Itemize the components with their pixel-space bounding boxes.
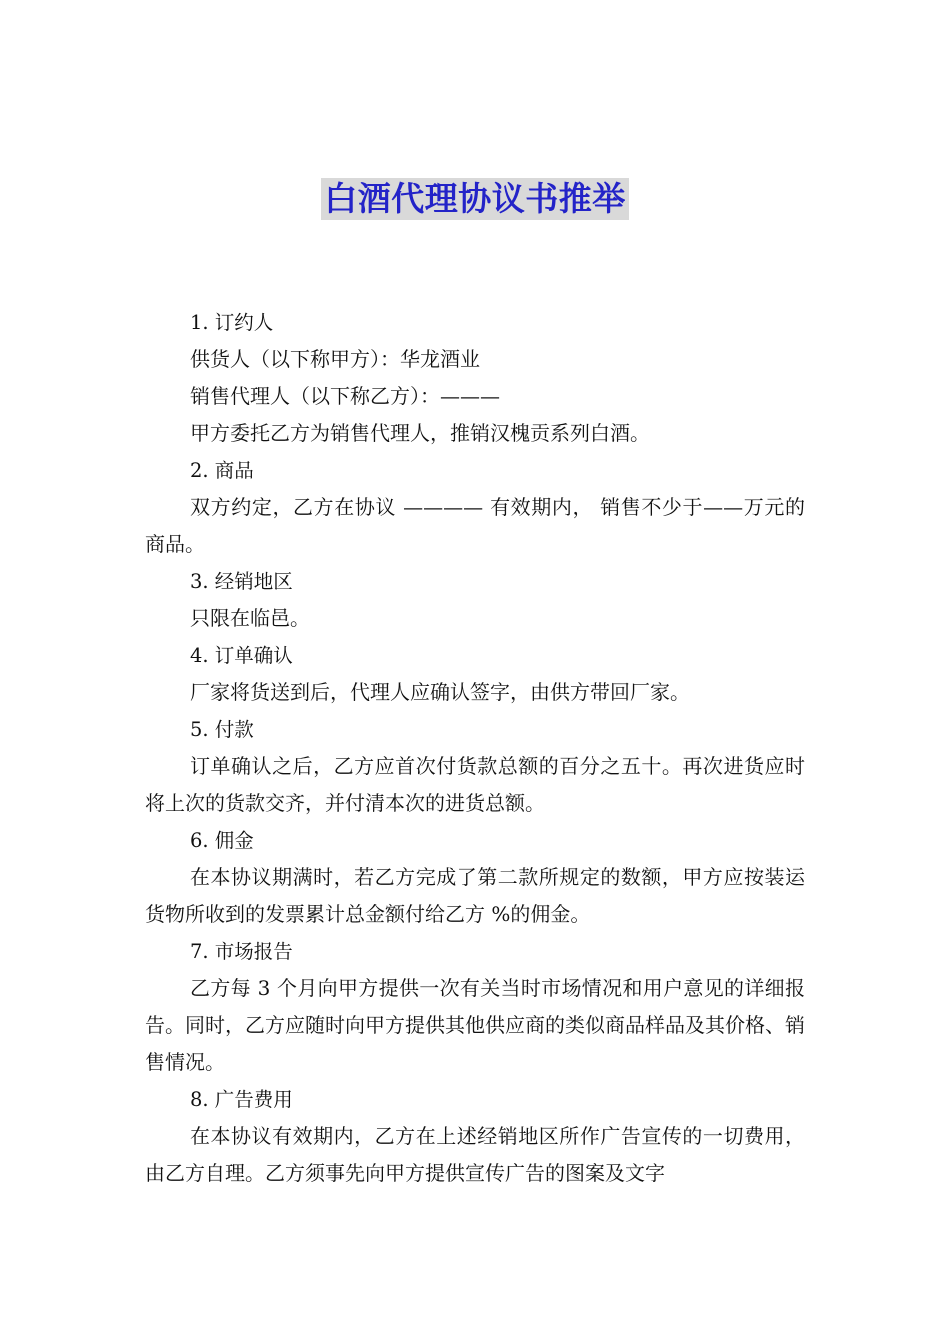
paragraph-commission: 甲方委托乙方为销售代理人，推销汉槐贡系列白酒。 <box>190 421 650 445</box>
paragraph-advertising: 在本协议有效期内，乙方在上述经销地区所作广告宣传的一切费用，由乙方自理。乙方须事先向甲方提供宣传广告的图案及文字 <box>145 1124 805 1185</box>
document-body <box>145 304 805 1192</box>
section-heading-order: 4. 订单确认 <box>190 644 293 667</box>
title-container <box>0 178 950 220</box>
paragraph-order: 厂家将货送到后，代理人应确认签字，由供方带回厂家。 <box>190 680 690 704</box>
section-heading-market-report: 7. 市场报告 <box>190 940 293 963</box>
section-heading-contractors: 1. 订约人 <box>190 311 274 334</box>
section-heading-goods: 2. 商品 <box>190 459 254 482</box>
section-heading-region: 3. 经销地区 <box>190 570 293 593</box>
section-heading-fee: 6. 佣金 <box>190 829 254 852</box>
paragraph-supplier: 供货人（以下称甲方）：华龙酒业 <box>190 347 480 371</box>
section-heading-payment: 5. 付款 <box>190 718 254 741</box>
paragraph-goods: 双方约定，乙方在协议 ———— 有效期内， 销售不少于——万元的商品。 <box>145 495 805 556</box>
paragraph-payment: 订单确认之后，乙方应首次付货款总额的百分之五十。再次进货应时将上次的货款交齐，并付清本次的进货总额。 <box>145 754 805 815</box>
paragraph-fee: 在本协议期满时，若乙方完成了第二款所规定的数额，甲方应按装运货物所收到的发票累计总金额付给乙方 %的佣金。 <box>145 865 805 926</box>
section-heading-advertising: 8. 广告费用 <box>190 1088 293 1111</box>
paragraph-agent: 销售代理人（以下称乙方）：——— <box>190 384 500 408</box>
document-title: 白酒代理协议书推举 <box>321 178 629 220</box>
paragraph-region: 只限在临邑。 <box>190 606 310 630</box>
paragraph-market-report: 乙方每 3 个月向甲方提供一次有关当时市场情况和用户意见的详细报告。同时，乙方应随时向甲方提供其他供应商的类似商品样品及其价格、销售情况。 <box>145 976 805 1074</box>
